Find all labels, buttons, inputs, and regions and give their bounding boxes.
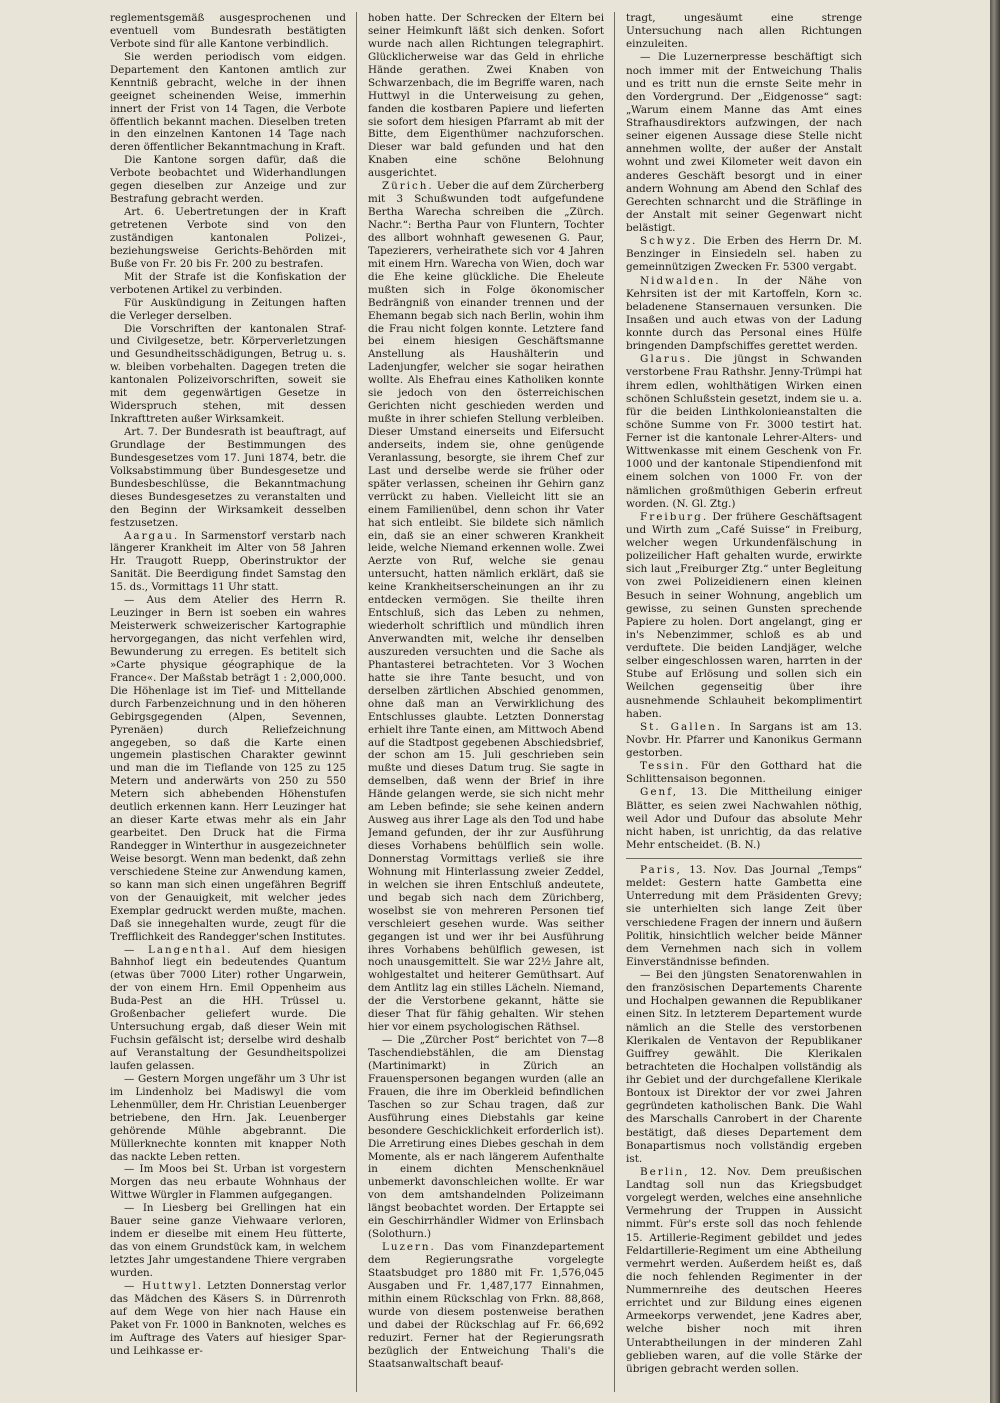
column-3 [626,12,862,1392]
article-paragraph [110,426,346,530]
article-paragraph [368,1241,604,1370]
paragraph-text: — Gestern Morgen ungefähr um 3 Uhr ist im Lindenholz bei Madiswyl die vom Lehenmüller, dem Hr. Christian Leuenberger betriebene, den Hrn. Jak. Leuenberger gehörende Mühle abgebrannt. Die Müllerknechte konnten mit knapper Noth das nackte Leben retten. [110,1072,346,1163]
article-paragraph [110,51,346,155]
article-paragraph [626,721,862,760]
column-divider [356,12,357,1392]
paragraph-text: 13. Die Mittheilung einiger Blätter, es seien zwei Nachwahlen nöthig, weil Ador und Dufour das absolute Mehr nicht haben, ist unrichtig, da das relative Mehr entscheidet. (B. N.) [626,786,862,851]
article-paragraph [110,297,346,323]
article-paragraph [110,206,346,271]
page-edge-shadow [990,0,1000,1403]
article-paragraph [110,323,346,427]
dateline: Schwyz. [640,235,698,248]
article-paragraph [626,511,862,721]
paragraph-text: tragt, ungesäumt eine strenge Untersuchung nach allen Richtungen einzuleiten. [626,12,862,51]
column-divider [614,12,615,1392]
paragraph-text: — Die „Zürcher Post“ berichtet von 7—8 Taschendiebstählen, die am Dienstag (Martinimarkt) in Zürich an Frauenspersonen begangen wurden (alle an Frauen, die ihre im Oberkleid befindlichen Taschen so zur Schau tragen, daß zur Ausführung eines Diebstahls gar keine besondere Geschicklichkeit erforderlich ist). Die Arretirung eines Diebes geschah in dem Momente, als er nach längerem Aufenthalte in einem dichten Menschenknäuel unbemerkt davonschleichen wollte. Er war von dem amtshandelnden Polizeimann längst beobachtet worden. Der Ertappte sei ein Geschirrhändler Widmer von Erlinsbach (Solothurn.) [368,1034,604,1241]
column-2 [368,12,604,1392]
article-paragraph [626,969,862,1166]
article-paragraph [110,1163,346,1202]
dateline: Aargau. [124,529,180,542]
article-paragraph [626,786,862,852]
dateline: Freiburg. [640,510,709,523]
article-paragraph [626,235,862,274]
paragraph-text: In Sargans ist am 13. Novbr. Hr. Pfarrer und Kanonikus Germann gestorben. [626,720,862,759]
paragraph-text: Der frühere Geschäftsagent und Wirth zum „Café Suisse“ in Freiburg, welcher wegen Urkundenfälschung in polizeilicher Haft gehalten wurde, erwirkte sich laut „Freiburger Ztg.“ unter Begleitung von zwei Polizeidienern einen kleinen Besuch in seiner Wohnung, angeblich um gewisse, zu seinen Gunsten sprechende Papiere zu holen. Dort angelangt, ging er in's Nebenzimmer, schloß es ab und verduftete. Die beiden Landjäger, welche selber eingeschlossen waren, harrten in der Stube auf Erlösung und sollen sich ein Weilchen gegenseitig über ihre ausnehmende Schlauheit bekomplimentirt haben. [626,510,862,720]
paragraph-text: Für Auskündigung in Zeitungen haften die Verleger derselben. [110,296,346,322]
article-paragraph [626,12,862,51]
dateline: Tessin. [640,760,691,773]
paragraph-text: — Die Luzernerpresse beschäftigt sich noch immer mit der Entweichung Thalis und es tritt nun die ernste Seite mehr in den Vordergrund. Der „Eidgenosse“ sagt: „Warum einem Manne das Amt eines Strafhausdirektors aufzwingen, der nach seiner eigenen Aussage diese Stelle nicht annehmen wollte, der außer der Anstalt wohnt und zwei Kilometer weit davon ein anderes Geschäft besorgt und in einer andern Wohnung am Abend den Schlaf des Gerechten schnarcht und die Sträflinge in der Anstalt mit seiner Gegenwart nicht belästigt. [626,51,862,234]
dateline: Paris, [640,864,682,876]
dateline: — Huttwyl. [124,1279,204,1292]
paragraph-text: — Aus dem Atelier des Herrn R. Leuzinger in Bern ist soeben ein wahres Meisterwerk schweizerischer Kartographie hervorgegangen, das nicht verfehlen wird, Bewunderung zu erregen. Es betitelt sich »Carte physique géographique de la France«. Der Maßstab beträgt 1 : 2,000,000. Die Höhenlage ist im Tief- und Mittellande durch Farbenzeichnung und in den höheren Gebirgsgegenden (Alpen, Sevennen, Pyrenäen) durch Reliefzeichnung angegeben, so daß die Karte einen ungemein plastischen Charakter gewinnt und man die im Tieflande von 125 zu 125 Metern und anderwärts von 250 zu 550 Metern sich abhebenden Höhenstufen deutlich erkennen kann. Herr Leuzinger hat an dieser Karte etwas mehr als ein Jahr gearbeitet. Den Druck hat die Firma Randegger in Winterthur in ausgezeichneter Weise besorgt. Wenn man bedenkt, daß zehn verschiedene Steine zur Anwendung kamen, so kann man sich einen ungefähren Begriff von der Genauigkeit, mit welcher jedes Exemplar gedruckt werden mußte, machen. Daß sie innegehalten wurde, zeugt für die Trefflichkeit des Randegger'schen Institutes. [110,594,346,943]
paragraph-text: Letzten Donnerstag verlor das Mädchen des Käsers S. in Dürrenroth auf dem Wege von hier nach Hause ein Paket von Fr. 1000 in Banknoten, welches es im Auftrage des Vaters auf hiesiger Spar- und Leihkasse er- [110,1279,346,1357]
article-paragraph [110,1073,346,1164]
paragraph-text: Ueber die auf dem Zürcherberg mit 3 Schußwunden todt aufgefundene Bertha Warecha schreiben die „Zürch. Nachr.“: Bertha Paur von Fluntern, Tochter des allbort wohnhaft gewesenen G. Paur, Tapezierers, verheirathete sich vor 4 Jahren mit einem Hrn. Warecha von Wien, doch war die Ehe keine glückliche. Die Eheleute mußten sich in Folge ökonomischer Bedrängniß von einander trennen und der Ehemann begab sich nach Berlin, wohin ihm die Frau nicht folgen konnte. Letztere fand bei einem hiesigen Geschäftsmanne Anstellung als Haushälterin und Ladenjungfer, welcher sie sogar heirathen wollte. Als Ehefrau eines Katholiken konnte sie jedoch von den österreichischen Gerichten nicht geschieden werden und mußte in ihrer schiefen Stellung verbleiben. Dieser Umstand einerseits und Eifersucht anderseits, indem sie, ohne genügende Veranlassung, besorgte, sie ihrem Chef zur Last und derselbe werde sie früher oder später verlassen, scheinen ihr Gehirn ganz verrückt zu haben. Vielleicht litt sie an einem Familienübel, denn schon ihr Vater hat sich entleibt. Sie bildete sich nämlich ein, daß sie an einer schweren Krankheit leide, welche Niemand erkennen wolle. Zwei Aerzte von Ruf, welche sie genau untersucht, hatten nämlich erklärt, daß sie keine Krankheitserscheinungen an ihr zu entdecken vermögen. Sie theilte ihren Entschluß, sich das Leben zu nehmen, wiederholt schriftlich und mündlich ihren Anverwandten mit, welche ihr denselben auszureden versuchten und die Sache als Phantasterei betrachteten. Vor 3 Wochen hatte sie ihre Tante besucht, und von derselben zärtlichen Abschied genommen, ohne daß man an Verwirklichung des Entschlusses glaubte. Letzten Donnerstag erhielt ihre Tante einen, am Mittwoch Abend auf die Stadtpost gegebenen Abschiedsbrief, der schon am 15. Juli geschrieben sein mußte und dieses Datum trug. Sie sagte in demselben, daß wenn der Brief in ihre Hände gelangen werde, sie sich nicht mehr am Leben befinde; sie sehe keinen andern Ausweg aus ihrer Lage als den Tod und habe Jemand gefunden, der ihr zur Ausführung dieses Vorhabens behülflich sein wolle. Donnerstag Vormittags verließ sie ihre Wohnung mit Hinterlassung zweier Zeddel, in welchen sie ihren Entschluß andeutete, und begab sich nach dem Zürichberg, woselbst sie von mehreren Personen tief verschleiert gesehen wurde. Was seither gegangen ist und wer ihr bei Ausführung ihres Vorhabens behülflich gewesen, ist noch unausgemittelt. Sie war 22½ Jahre alt, wohlgestaltet und heiterer Gemüthsart. Auf dem Antlitz lag ein stilles Lächeln. Niemand, der die Verstorbene gekannt, hätte sie dieser That für fähig gehalten. Wir stehen hier vor einem psychologischen Räthsel. [368,180,604,1034]
section-separator [626,858,862,859]
paragraph-text: Auf dem hiesigen Bahnhof liegt ein bedeutendes Quantum (etwas über 7000 Liter) rother Ungarwein, der von einem Hrn. Emil Oppenheim aus Buda-Pest an die HH. Trüssel u. Großenbacher geliefert wurde. Die Untersuchung ergab, daß dieser Wein mit Fuchsin gefälscht ist; derselbe wird deshalb auf Veranstaltung der Gesundheitspolizei laufen gelassen. [110,943,346,1072]
article-paragraph [110,1280,346,1358]
paragraph-text: Art. 7. Der Bundesrath ist beauftragt, auf Grundlage der Bestimmungen des Bundesgesetzes vom 17. Juni 1874, betr. die Volksabstimmung über Bundesgesetze und Bundesbeschlüsse, die Bekanntmachung dieses Bundesgesetzes zu veranstalten und den Beginn der Wirksamkeit desselben festzusetzen. [110,426,346,529]
paragraph-text: Die Vorschriften der kantonalen Straf- und Civilgesetze, betr. Körperverletzungen und Gesundheitsschädigungen, Betrug u. s. w. bleiben vorbehalten. Dagegen treten die kantonalen Polizeivorschriften, soweit sie mit dem gegenwärtigen Gesetze in Widerspruch stehen, mit dessen Inkrafttreten außer Wirksamkeit. [110,322,346,426]
dateline: — Langenthal. [124,943,233,956]
paragraph-text: hoben hatte. Der Schrecken der Eltern bei seiner Heimkunft läßt sich denken. Sofort wurde nach allen Richtungen telegraphirt. Glücklicherweise war das Geld in ehrliche Hände gerathen. Zwei Knaben von Schwarzenbach, die im Begriffe waren, nach Huttwyl in die Unterweisung zu gehen, fanden die kostbaren Papiere und lieferten sie sofort dem hiesigen Pfarramt ab mit der Bitte, dem Eigenthümer nachzuforschen. Dieser war bald gefunden und hat den Knaben eine schöne Belohnung ausgerichtet. [368,12,604,180]
column-1 [110,12,346,1392]
paragraph-text: — Bei den jüngsten Senatorenwahlen in den französischen Departements Charente und Hochalpen gewannen die Republikaner einen Sitz. In letzterem Departement wurde nämlich an die Stelle des verstorbenen Klerikalen de Ventavon der Republikaner Guiffrey gewählt. Die Klerikalen betrachteten die Hochalpen vollständig als ihr Gebiet und der durchgefallene Klerikale Bontoux ist Direktor der vor zwei Jahren gegründeten katholischen Bank. Die Wahl des Marschalls Canrobert in der Charente bestätigt, daß dieses Departement dem Bonapartismus noch vollständig ergeben ist. [626,969,862,1165]
article-paragraph [626,51,862,235]
article-paragraph [626,864,862,969]
paragraph-text: Das vom Finanzdepartement dem Regierungsrathe vorgelegte Staatsbudget pro 1880 mit Fr. 1,576,045 Ausgaben und Fr. 1,487,177 Einnahmen, mithin einem Rückschlag von Frkn. 88,868, wurde von diesem postenweise berathen und dabei der Rückschlag auf Fr. 66,692 reduzirt. Ferner hat der Regierungsrath bezüglich der Entweichung Thali's die Staatsanwaltschaft beauf- [368,1241,604,1370]
paragraph-text: In Sarmenstorf verstarb nach längerer Krankheit im Alter von 58 Jahren Hr. Traugott Ruepp, Oberinstruktor der Sanität. Die Beerdigung findet Samstag den 15. ds., Vormittags 11 Uhr statt. [110,529,346,594]
paragraph-text: Sie werden periodisch vom eidgen. Departement den Kantonen amtlich zur Kenntniß gebracht, welche in der ihnen geeignet scheinenden Weise, immerhin innert der Frist von 14 Tagen, die Verbote öffentlich bekannt machen. Dieselben treten in den einzelnen Kantonen 14 Tage nach deren öffentlicher Bekanntmachung in Kraft. [110,50,346,154]
dateline: Genf, [640,786,679,799]
article-paragraph [110,271,346,297]
paragraph-text: Die Erben des Herrn Dr. M. Benzinger in Einsiedeln sel. haben zu gemeinnützigen Zwecken Fr. 5300 vergabt. [626,235,862,274]
dateline: Glarus. [640,353,693,366]
paragraph-text: 13. Nov. Das Journal „Temps“ meldet: Gestern hatte Gambetta eine Unterredung mit dem Präsidenten Grevy; sie unterhielten sich lange Zeit über verschiedene Fragen der innern und äußern Politik, hinsichtlich welcher beide Männer dem Vernehmen nach sich in vollem Einverständnisse befinden. [626,864,862,968]
paragraph-text: In der Nähe von Kehrsiten ist der mit Kartoffeln, Korn ꝛc. beladenene Stansernauen versunken. Die Insaßen und auch etwas von der Ladung konnte durch das Personal eines Hülfe bringenden Dampfschiffes gerettet werden. [626,274,862,353]
dateline: St. Gallen. [640,720,723,733]
article-paragraph [110,530,346,595]
paragraph-text: Die Kantone sorgen dafür, daß die Verbote beobachtet und Widerhandlungen gegen dieselben zur Anzeige und zur Bestrafung gebracht werden. [110,154,346,206]
paragraph-text: Mit der Strafe ist die Konfiskation der verbotenen Artikel zu verbinden. [110,270,346,296]
article-paragraph [110,594,346,943]
paragraph-text: Für den Gotthard hat die Schlittensaison begonnen. [626,760,862,786]
dateline: Berlin, [640,1165,690,1178]
article-paragraph [110,154,346,206]
article-paragraph [110,1202,346,1280]
article-paragraph [626,1166,862,1376]
article-paragraph [626,275,862,354]
dateline: Zürich. [382,180,434,193]
dateline: Nidwalden. [640,274,721,287]
article-paragraph [626,760,862,786]
article-paragraph [368,12,604,180]
paragraph-text: — Im Moos bei St. Urban ist vorgestern Morgen das neu erbaute Wohnhaus der Wittwe Würgler in Flammen aufgegangen. [110,1163,346,1202]
paragraph-text: 12. Nov. Dem preußischen Landtag soll nun das Kriegsbudget vorgelegt werden, welches eine ansehnliche Vermehrung der Truppen in Aussicht nimmt. Für's erste soll das noch fehlende 15. Artillerie-Regiment gebildet und jedes Feldartillerie-Regiment um eine Abtheilung vermehrt werden. Außerdem heißt es, daß die noch fehlenden Regimenter in der Nummernreihe des deutschen Heeres errichtet und zur Bildung eines eigenen Armeekorps verwendet, jene Kadres aber, welche bisher noch mit ihren Unterabtheilungen in der minderen Zahl geblieben waren, auf die volle Stärke der übrigen gebracht werden sollen. [626,1165,862,1375]
article-paragraph [368,180,604,1034]
paragraph-text: reglementsgemäß ausgesprochenen und eventuell vom Bundesrath bestätigten Verbote sind für alle Kantone verbindlich. [110,12,346,50]
article-paragraph [368,1034,604,1241]
paragraph-text: Art. 6. Uebertretungen der in Kraft getretenen Verbote sind von den zuständigen kantonalen Polizei-, beziehungsweise Gerichts-Behörden mit Buße von Fr. 20 bis Fr. 200 zu bestrafen. [110,206,346,270]
article-paragraph [110,944,346,1073]
article-paragraph [626,353,862,511]
paragraph-text: Die jüngst in Schwanden verstorbene Frau Rathshr. Jenny-Trümpi hat ihrem edlen, wohlthätigen Wirken einen schönen Schlußstein gesetzt, indem sie u. a. für die beiden Linthkolonieanstalten die schöne Summe von Fr. 3000 testirt hat. Ferner ist die kantonale Lehrer-Alters- und Wittwenkasse mit einem Geschenk von Fr. 1000 und der kantonale Stipendienfond mit einem solchen von 1000 Fr. von der nämlichen großmüthigen Geberin erfreut worden. (N. Gl. Ztg.) [626,353,862,510]
dateline: Luzern. [382,1241,436,1254]
article-paragraph [110,12,346,51]
paragraph-text: — In Liesberg bei Grellingen hat ein Bauer seine ganze Viehwaare verloren, indem er dieselbe mit einem Heu fütterte, das von einem Grundstück kam, in welchem letztes Jahr umgestandene Thiere vergraben wurden. [110,1202,346,1279]
